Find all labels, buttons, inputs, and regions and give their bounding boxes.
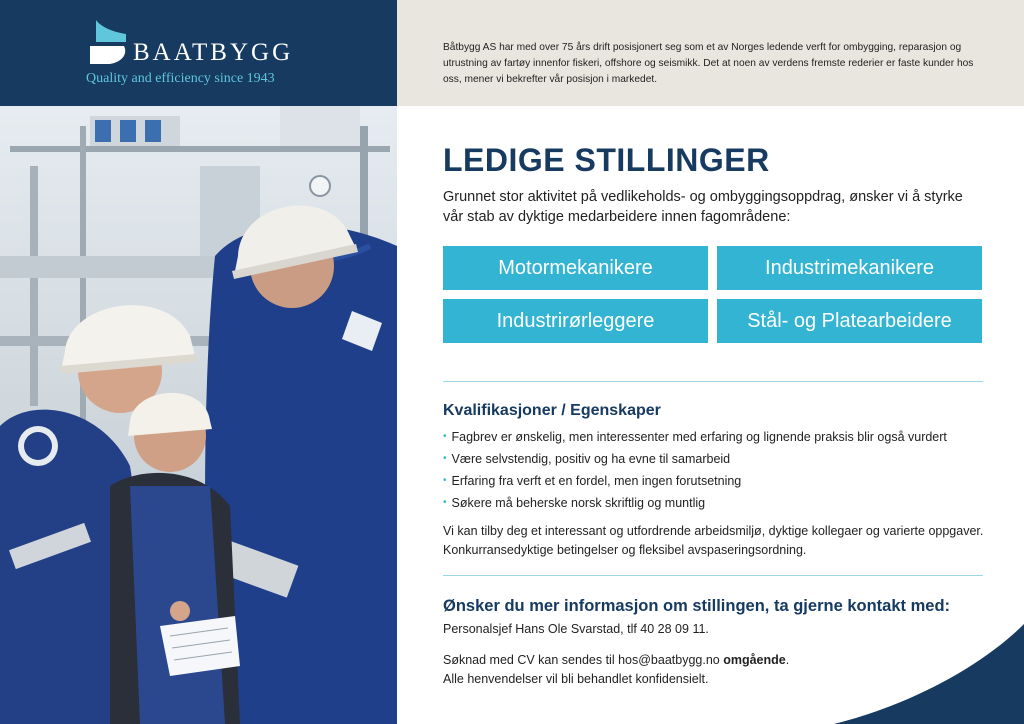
bullet-icon: • (443, 453, 447, 464)
apply-prefix: Søknad med CV kan sendes til hos@baatbygg.no (443, 653, 724, 667)
workers-photo (0, 106, 397, 724)
apply-text (443, 651, 789, 689)
lead-text: Grunnet stor aktivitet på vedlikeholds- og ombyggingsoppdrag, ønsker vi å styrke vår stab av dyktige medarbeidere innen fagområdene: (443, 189, 963, 225)
brand-header (0, 0, 397, 106)
positions-grid (443, 246, 983, 344)
bullet-icon: • (443, 475, 447, 486)
position-industrimekanikere: Industrimekanikere (717, 246, 982, 290)
brand-name: BAATBYGG (133, 39, 294, 66)
qualifications-list (443, 426, 947, 514)
sail-logo-icon (88, 20, 128, 64)
position-motormekanikere: Motormekanikere (443, 246, 708, 290)
bullet-icon: • (443, 497, 447, 508)
contact-person: Personalsjef Hans Ole Svarstad, tlf 40 28 09 11. (443, 622, 709, 636)
corner-swoosh (834, 624, 1024, 724)
qualifications-heading: Kvalifikasjoner / Egenskaper (443, 402, 661, 419)
contact-heading: Ønsker du mer informasjon om stillingen, ta gjerne kontakt med: (443, 597, 951, 615)
list-item: • Søkere må beherske norsk skriftlig og muntlig (443, 492, 947, 514)
apply-emphasis: omgående (723, 653, 786, 667)
divider (443, 381, 983, 382)
position-industrirorleggere: Industrirørleggere (443, 299, 708, 343)
bullet-icon: • (443, 431, 447, 442)
intro-header (397, 0, 1024, 106)
position-stal-platearbeidere: Stål- og Platearbeidere (717, 299, 982, 343)
offer-text: Vi kan tilby deg et interessant og utfordrende arbeidsmiljø, dyktige kollegaer og varierte oppgaver. Konkurransedyktige betingelser og fleksibel avspaseringsordning. (443, 524, 984, 557)
brand-tagline: Quality and efficiency since 1943 (86, 71, 275, 86)
list-item: • Fagbrev er ønskelig, men interessenter med erfaring og lignende praksis blir også vurdert (443, 426, 947, 448)
list-item: • Være selvstendig, positiv og ha evne til samarbeid (443, 448, 947, 470)
workers-photo-illustration (0, 106, 397, 724)
divider (443, 575, 983, 576)
confidential-text: Alle henvendelser vil bli behandlet konfidensielt. (443, 672, 709, 686)
intro-text: Båtbygg AS har med over 75 års drift posisjonert seg som et av Norges ledende verft for ombygging, reparasjon og utrustning av fartøy innenfor fiskeri, offshore og seismikk. Det at noen av verdens fremste rederier er faste kunder hos oss, mener vi bekrefter vår posisjon i markedet. (443, 42, 974, 85)
page-title: LEDIGE STILLINGER (443, 142, 770, 178)
apply-suffix: . (785, 653, 790, 667)
list-item: • Erfaring fra verft et en fordel, men ingen forutsetning (443, 470, 947, 492)
